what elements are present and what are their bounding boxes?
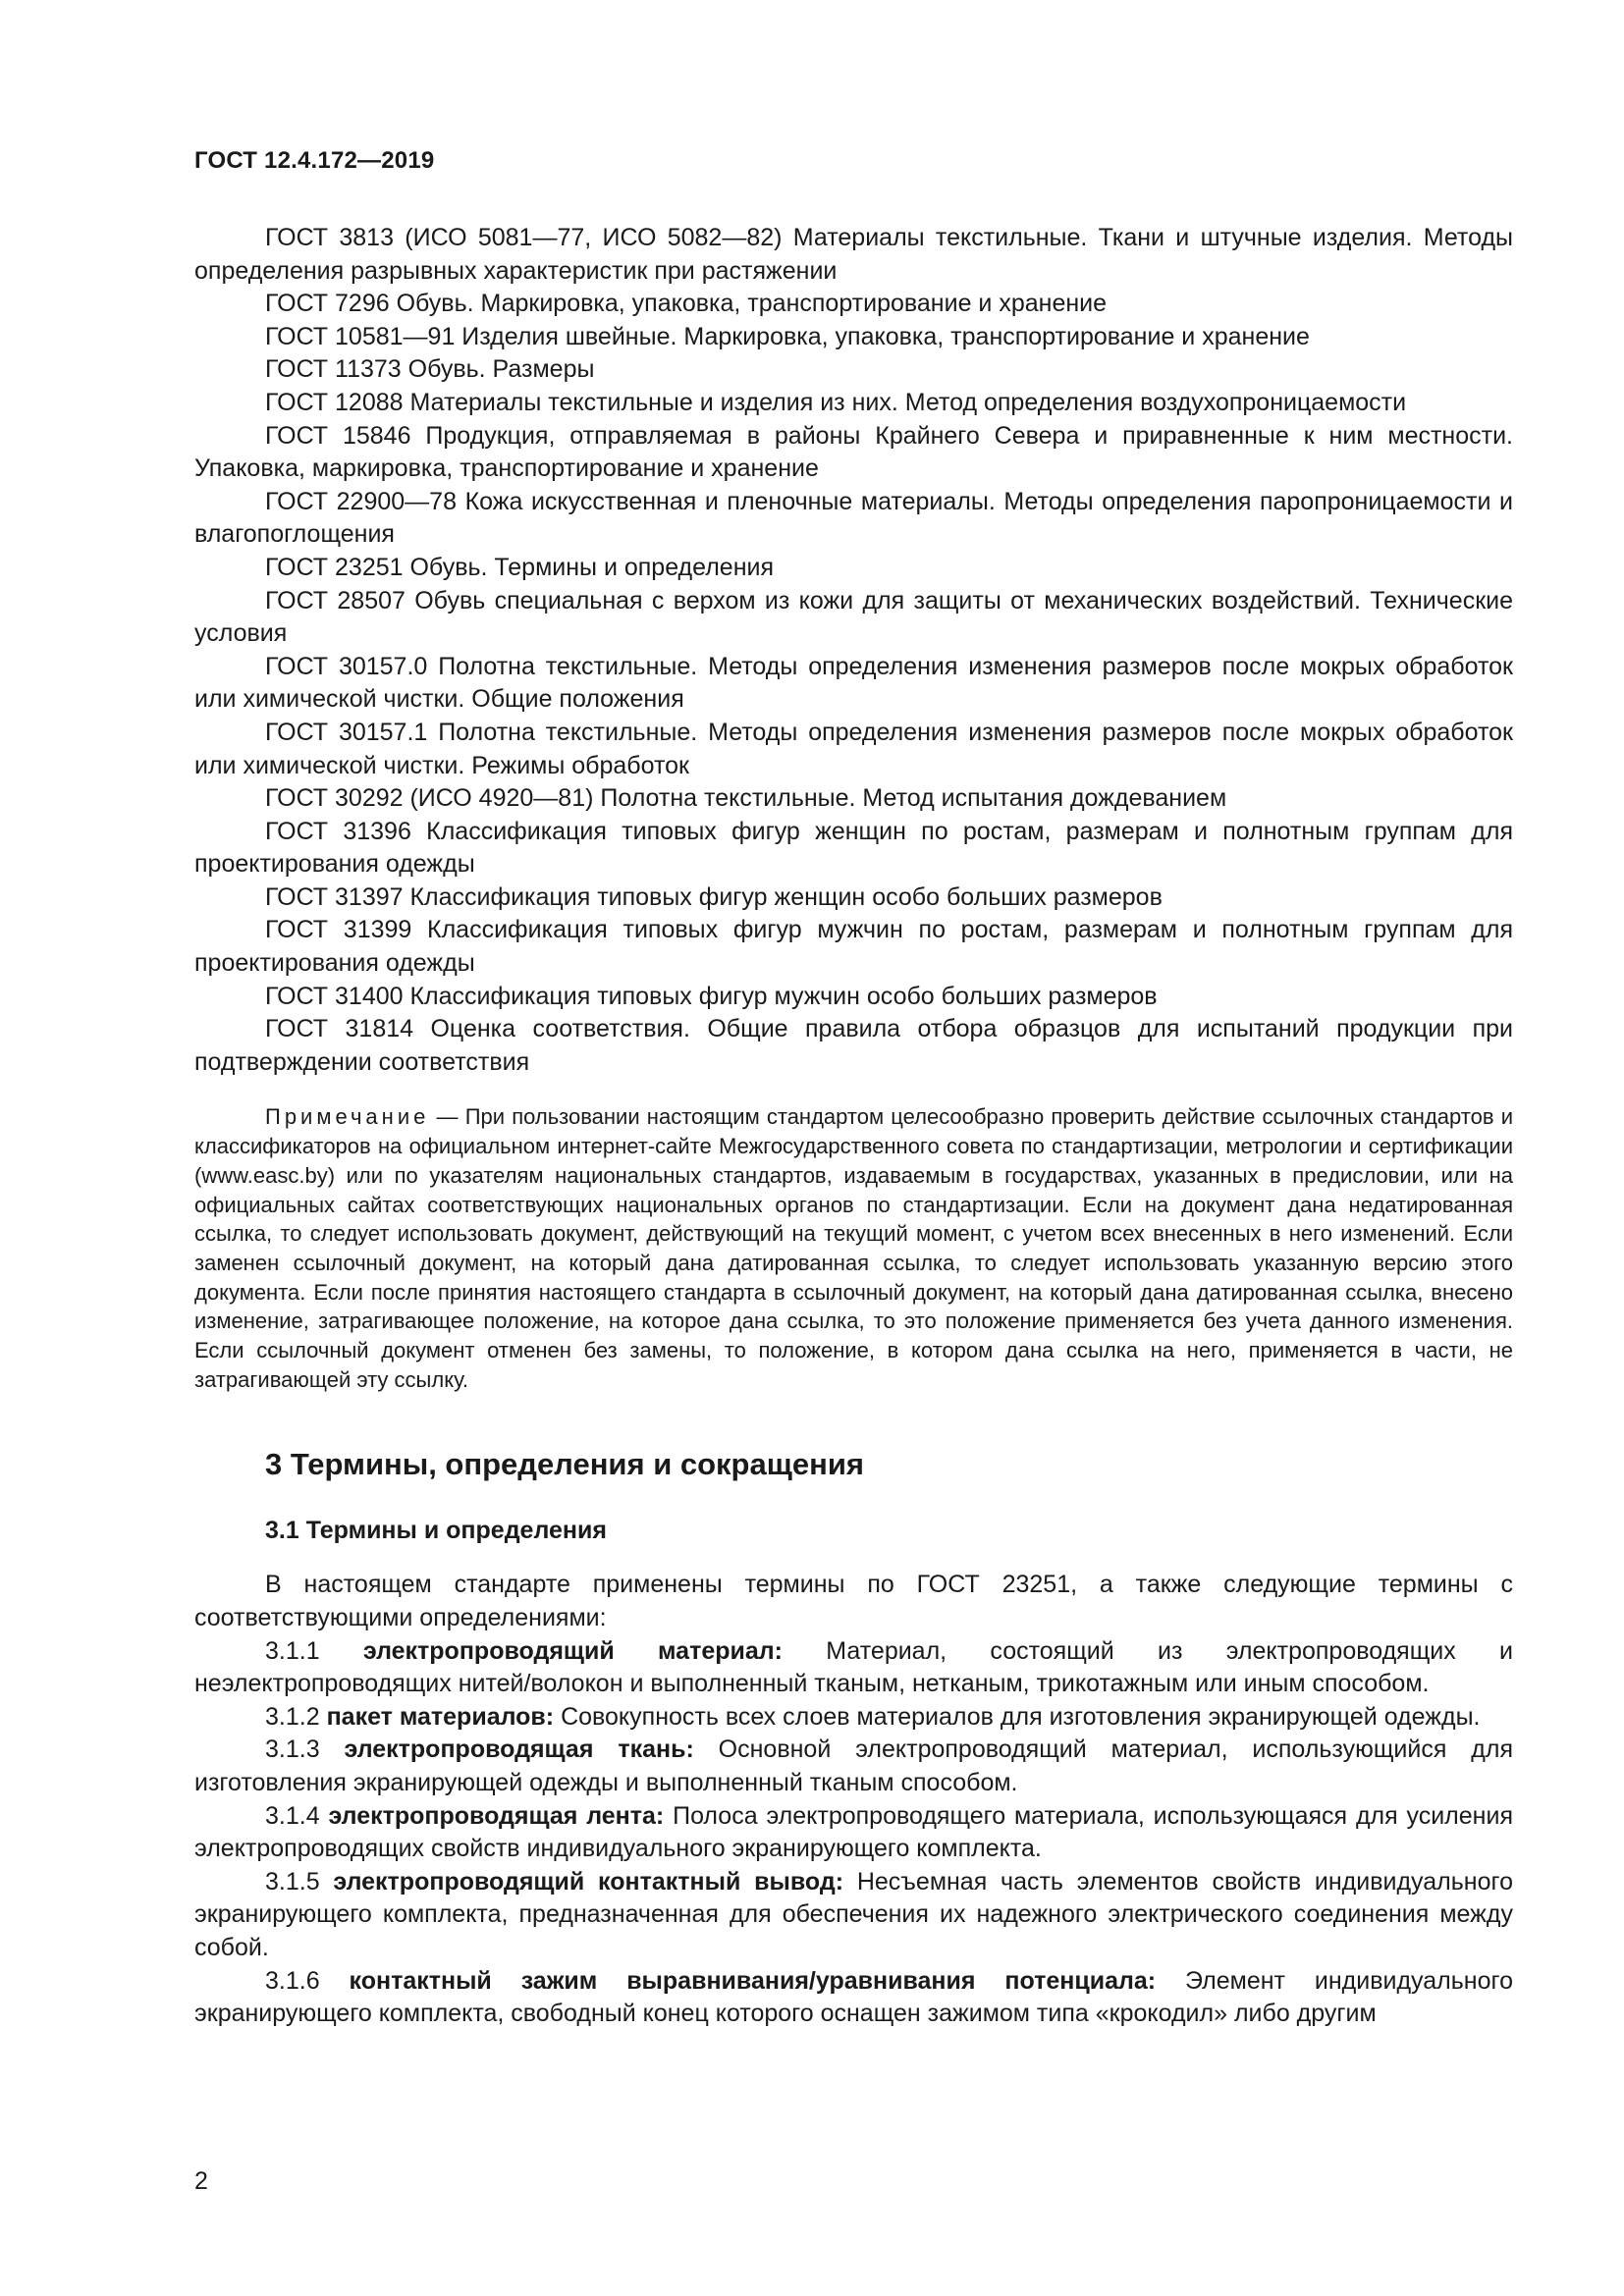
document-header: ГОСТ 12.4.172—2019 [194,147,435,174]
page-body [194,222,1513,2031]
definition-item [194,1701,1513,1735]
reference-item: ГОСТ 31814 Оценка соответствия. Общие правила отбора образцов для испытаний продукции при подтверждении соответствия [194,1015,1513,1076]
definition-term: электропроводящая ткань: [344,1735,694,1764]
definition-number: 3.1.4 [265,1801,329,1830]
definition-item [194,1734,1513,1799]
note-paragraph [194,1102,1513,1394]
definition-text: Совокупность всех слоев материалов для изготовления экранирующей одежды. [554,1702,1481,1731]
note-label: Примечание [265,1104,430,1130]
definition-item [194,1800,1513,1866]
definition-number: 3.1.1 [265,1636,363,1665]
reference-item: ГОСТ 3813 (ИСО 5081—77, ИСО 5082—82) Материалы текстильные. Ткани и штучные изделия. Методы определения разрывных характеристик при растяжении [194,224,1513,285]
definition-number: 3.1.3 [265,1735,345,1764]
definition-term: электропроводящая лента: [328,1801,665,1830]
reference-item: ГОСТ 7296 Обувь. Маркировка, упаковка, транспортирование и хранение [265,290,1108,318]
page-number: 2 [194,2167,208,2195]
reference-item: ГОСТ 22900—78 Кожа искусственная и пленочные материалы. Методы определения паропроницаемости и влагопоглощения [194,487,1513,549]
definition-term: электропроводящий контактный вывод: [333,1867,844,1896]
definition-text: Несъемная часть элементов свойств индивидуального экранирующего комплекта, предназначенная для обеспечения их надежного электрического соединения между собой. [194,1867,1513,1961]
reference-item: ГОСТ 30157.0 Полотна текстильные. Методы определения изменения размеров после мокрых обработок или химической чистки. Общие положения [194,652,1513,714]
references-list [194,222,1513,1079]
reference-item: ГОСТ 12088 Материалы текстильные и изделия из них. Метод определения воздухопроницаемости [265,388,1407,416]
reference-item: ГОСТ 10581—91 Изделия швейные. Маркировка, упаковка, транспортирование и хранение [265,322,1310,350]
definition-number: 3.1.6 [265,1966,350,1995]
definition-number: 3.1.2 [265,1702,327,1731]
reference-item: ГОСТ 31399 Классификация типовых фигур мужчин по ростам, размерам и полнотным группам для проектирования одежды [194,916,1513,978]
reference-item: ГОСТ 31396 Классификация типовых фигур женщин по ростам, размерам и полнотным группам для проектирования одежды [194,817,1513,879]
reference-item: ГОСТ 30292 (ИСО 4920—81) Полотна текстильные. Метод испытания дождеванием [265,784,1227,813]
definition-term: электропроводящий материал: [362,1636,783,1665]
definition-text: Основной электропроводящий материал, использующийся для изготовления экранирующей одежды и выполненный тканым способом. [194,1735,1513,1797]
definition-term: пакет материалов: [326,1702,555,1731]
definition-text: Материал, состоящий из электропроводящих и неэлектропроводящих нитей/волокон и выполненный тканым, нетканым, трикотажным или иным способом. [194,1636,1513,1698]
reference-item: ГОСТ 15846 Продукция, отправляемая в районы Крайнего Севера и приравненные к ним местности. Упаковка, маркировка, транспортирование и хранение [194,421,1513,483]
definition-item [194,1635,1513,1701]
definition-text: Полоса электропроводящего материала, использующаяся для усиления электропроводящих свойств индивидуального экранирующего комплекта. [194,1801,1513,1863]
definition-text: Элемент индивидуального экранирующего комплекта, свободный конец которого оснащен зажимом типа «крокодил» либо другим [194,1966,1513,2028]
subsection-heading: 3.1 Термины и определения [265,1517,607,1545]
section-heading: 3 Термины, определения и сокращения [265,1447,864,1482]
definition-item [194,1866,1513,1965]
definition-term: контактный зажим выравнивания/уравнивания потенциала: [349,1966,1157,1995]
reference-item: ГОСТ 30157.1 Полотна текстильные. Методы определения изменения размеров после мокрых обработок или химической чистки. Режимы обработок [194,718,1513,779]
reference-item: ГОСТ 23251 Обувь. Термины и определения [265,553,775,581]
definition-item [194,1965,1513,2031]
note-text: — При пользовании настоящим стандартом целесообразно проверить действие ссылочных стандартов и классификаторов на официальном интернет-сайте Межгосударственного совета по стандартизации, метрологии и сертификации (www.easc.by) или по указателям национальных стандартов, издаваемым в государствах, указанных в предисловии, или на официальных сайтах соответствующих национальных органов по стандартизации. Если на документ дана недатированная ссылка, то следует использовать документ, действующий на текущий момент, с учетом всех внесенных в него изменений. Если заменен ссылочный документ, на который дана датированная ссылка, то следует использовать указанную версию этого документа. Если после принятия настоящего стандарта в ссылочный документ, на который дана датированная ссылка, внесено изменение, затрагивающее положение, на которое дана ссылка, то это положение применяется без учета данного изменения. Если ссылочный документ отменен без замены, то положение, в котором дана ссылка на него, применяется в части, не затрагивающей эту ссылку. [194,1104,1513,1392]
definitions-list [194,1635,1513,2031]
intro-paragraph: В настоящем стандарте применены термины по ГОСТ 23251, а также следующие термины с соответствующими определениями: [194,1571,1513,1632]
reference-item: ГОСТ 11373 Обувь. Размеры [265,355,595,384]
reference-item: ГОСТ 28507 Обувь специальная с верхом из кожи для защиты от механических воздействий. Технические условия [194,586,1513,648]
reference-item: ГОСТ 31400 Классификация типовых фигур мужчин особо больших размеров [265,982,1158,1010]
definition-number: 3.1.5 [265,1867,334,1896]
reference-item: ГОСТ 31397 Классификация типовых фигур женщин особо больших размеров [265,882,1163,911]
